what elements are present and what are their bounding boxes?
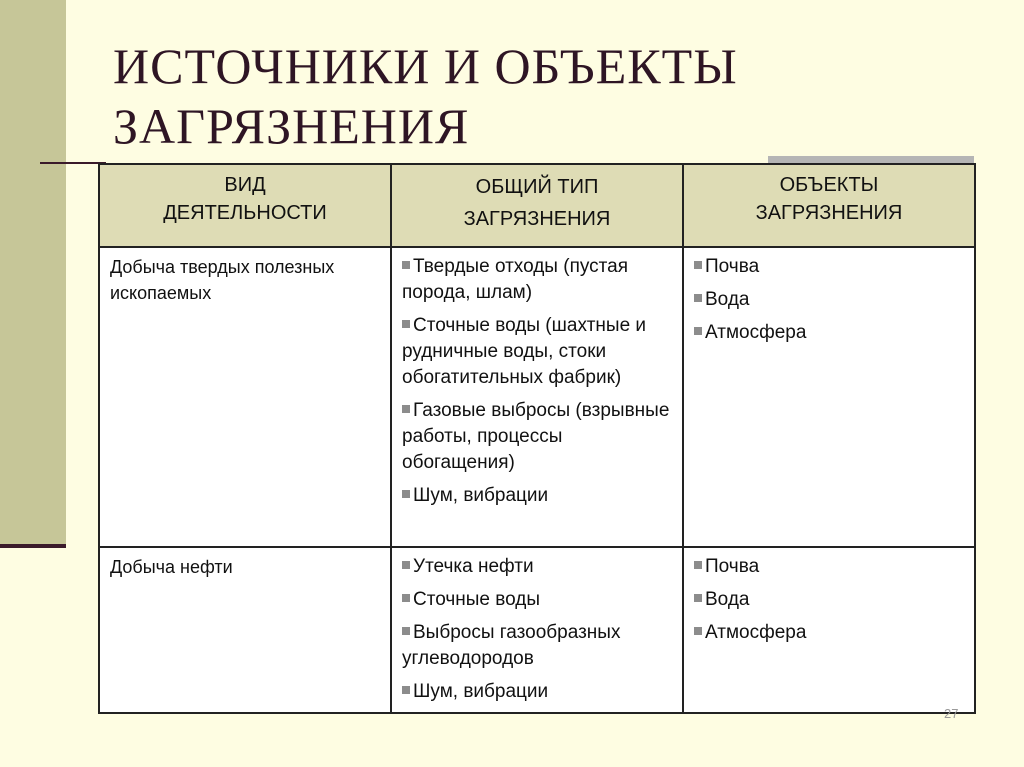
pollution-type-cell xyxy=(391,547,683,713)
list-item xyxy=(402,398,672,476)
title-rule xyxy=(40,162,106,164)
list-item xyxy=(694,554,964,580)
activity-text: Добыча нефти xyxy=(110,557,233,577)
side-decoration-bar xyxy=(0,0,66,546)
list-item xyxy=(694,587,964,613)
list-item xyxy=(402,254,672,306)
square-bullet-icon xyxy=(694,561,702,569)
activity-cell xyxy=(99,547,391,713)
square-bullet-icon xyxy=(402,686,410,694)
table-body xyxy=(99,247,975,713)
header-activity xyxy=(99,164,391,247)
square-bullet-icon xyxy=(402,261,410,269)
header-objects-line-1: ОБЪЕКТЫ xyxy=(779,174,879,196)
objects-list xyxy=(694,254,964,346)
activity-cell xyxy=(99,247,391,547)
table-header xyxy=(99,164,975,247)
header-pollution-type-line-1: ОБЩИЙ ТИП xyxy=(475,176,599,198)
list-item-text: Атмосфера xyxy=(705,622,807,643)
list-item xyxy=(402,483,672,509)
list-item xyxy=(402,587,672,613)
list-item xyxy=(694,620,964,646)
list-item xyxy=(694,254,964,280)
slide-title xyxy=(113,36,973,156)
side-decoration-line xyxy=(0,544,66,548)
list-item-text: Атмосфера xyxy=(705,322,807,343)
square-bullet-icon xyxy=(402,320,410,328)
table-row xyxy=(99,547,975,713)
slide-title-line-2: ЗАГРЯЗНЕНИЯ xyxy=(113,98,470,154)
list-item-text: Вода xyxy=(705,589,750,610)
list-item xyxy=(402,554,672,580)
square-bullet-icon xyxy=(694,327,702,335)
list-item xyxy=(402,620,672,672)
list-item-text: Шум, вибрации xyxy=(413,681,549,702)
slide-title-line-1: ИСТОЧНИКИ И ОБЪЕКТЫ xyxy=(113,38,738,94)
header-pollution-type xyxy=(391,164,683,247)
square-bullet-icon xyxy=(694,294,702,302)
list-item-text: Почва xyxy=(705,556,760,577)
square-bullet-icon xyxy=(402,594,410,602)
header-objects xyxy=(683,164,975,247)
square-bullet-icon xyxy=(694,261,702,269)
list-item-text: Выбросы газообразных углеводородов xyxy=(402,622,621,669)
list-item xyxy=(694,320,964,346)
table-row xyxy=(99,247,975,547)
pollution-table xyxy=(98,163,976,714)
list-item-text: Вода xyxy=(705,289,750,310)
list-item-text: Утечка нефти xyxy=(413,556,534,577)
pollution-type-cell xyxy=(391,247,683,547)
header-activity-line-1: ВИД xyxy=(224,174,266,196)
list-item-text: Сточные воды xyxy=(413,589,541,610)
objects-list xyxy=(694,554,964,646)
list-item xyxy=(402,313,672,391)
list-item xyxy=(694,287,964,313)
list-item-text: Почва xyxy=(705,256,760,277)
square-bullet-icon xyxy=(402,561,410,569)
activity-text: Добыча твердых полезных ископаемых xyxy=(110,257,335,303)
pollution-type-list xyxy=(402,254,672,509)
list-item-text: Твердые отходы (пустая порода, шлам) xyxy=(402,256,628,303)
header-objects-line-2: ЗАГРЯЗНЕНИЯ xyxy=(755,202,903,224)
square-bullet-icon xyxy=(694,627,702,635)
square-bullet-icon xyxy=(694,594,702,602)
header-activity-line-2: ДЕЯТЕЛЬНОСТИ xyxy=(163,202,327,224)
header-row xyxy=(99,164,975,247)
objects-cell xyxy=(683,547,975,713)
objects-cell xyxy=(683,247,975,547)
page-number: 27 xyxy=(944,706,959,721)
list-item-text: Газовые выбросы (взрывные работы, процессы обогащения) xyxy=(402,400,670,473)
square-bullet-icon xyxy=(402,490,410,498)
square-bullet-icon xyxy=(402,405,410,413)
list-item-text: Сточные воды (шахтные и рудничные воды, стоки обогатительных фабрик) xyxy=(402,315,647,388)
list-item-text: Шум, вибрации xyxy=(413,485,549,506)
list-item xyxy=(402,679,672,705)
pollution-type-list xyxy=(402,554,672,705)
square-bullet-icon xyxy=(402,627,410,635)
header-pollution-type-line-2: ЗАГРЯЗНЕНИЯ xyxy=(463,208,611,230)
